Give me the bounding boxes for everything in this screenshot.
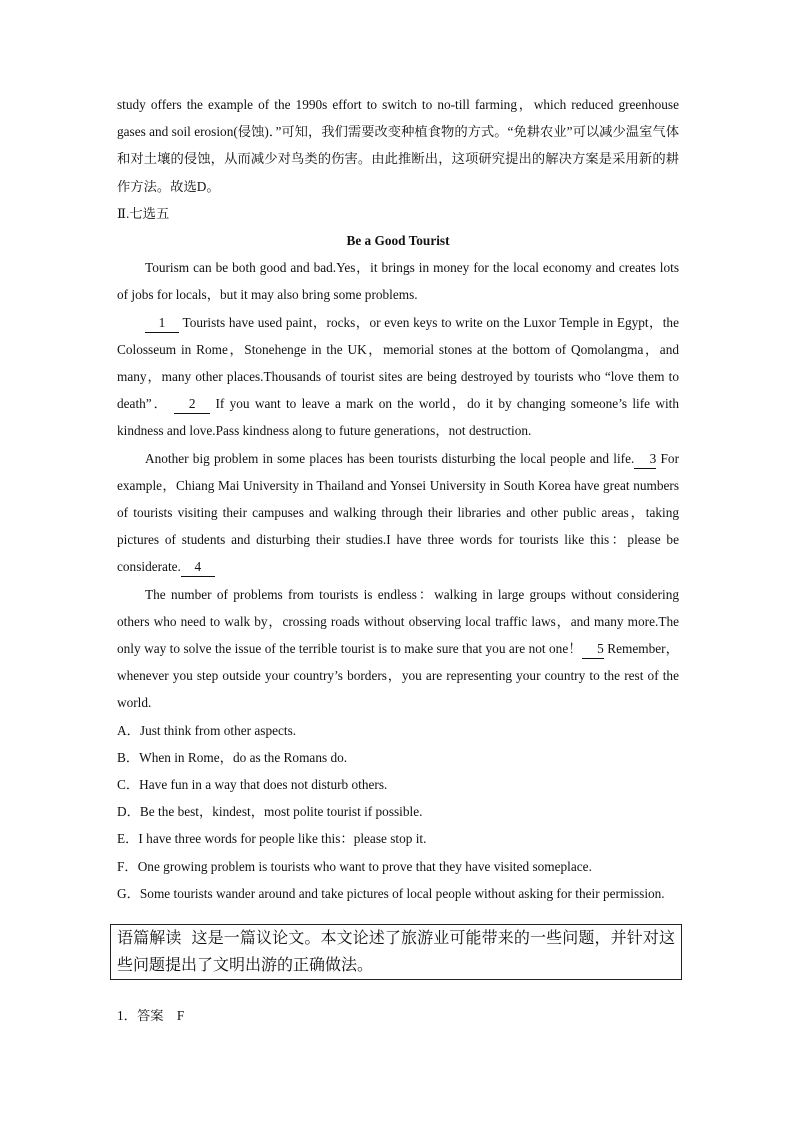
passage-paragraph-4: [117, 581, 679, 717]
blank-5: 5: [582, 640, 604, 659]
passage-paragraph-1: Tourism can be both good and bad.Yes，it brings in money for the local economy and creates lots of jobs for locals，but it may also bring some problems.: [117, 260, 679, 303]
blank-3: 3: [634, 450, 656, 469]
passage-paragraph-2: [117, 309, 679, 445]
option-e: E．I have three words for people like this：please stop it.: [117, 831, 427, 847]
document-content: [117, 91, 679, 907]
option-f: F．One growing problem is tourists who want to prove that they have visited someplace.: [117, 858, 592, 874]
paragraph-4-text-b: Remember，whenever you step outside your country’s borders，you are representing your country to the rest of the world.: [117, 641, 679, 711]
passage-paragraph-3: [117, 445, 679, 581]
blank-4: 4: [181, 558, 215, 577]
option-b: B．When in Rome，do as the Romans do.: [117, 749, 348, 765]
option-a: A．Just think from other aspects.: [117, 722, 297, 738]
analysis-box: [110, 924, 682, 980]
answer-line: 1．答案 F: [117, 1008, 185, 1023]
paragraph-3-text-a: Another big problem in some places has been tourists disturbing the local people and life.: [145, 450, 635, 466]
paragraph-2-text-a: Tourists have used paint，rocks，or even keys to write on the Luxor Temple in Egypt，the Colosseum in Rome，Stonehenge in the UK，memorial stones at the bottom of Qomolangma，and many，many other places.Thousands of tourist sites are being destroyed by tourists who “love them to death”．: [117, 314, 679, 412]
blank-2: 2: [174, 395, 210, 414]
section-heading: Ⅱ.七选五: [117, 205, 170, 221]
paragraph-2-text-b: If you want to leave a mark on the world，do it by changing someone’s life with kindness and love.Pass kindness along to future generations，not destruction.: [117, 396, 679, 439]
option-d: D．Be the best，kindest，most polite tourist if possible.: [117, 804, 423, 820]
blank-1: 1: [145, 314, 179, 333]
intro-paragraph: study offers the example of the 1990s effort to switch to no-till farming，which reduced greenhouse gases and soil erosion(侵蚀)．”可知，我们需要改变种植食物的方式。“免耕农业”可以减少温室气体和对土壤的侵蚀，从而减少对鸟类的伤害。由此推断出，这项研究提出的解决方案是采用新的耕作方法。故选D。: [117, 97, 679, 194]
paragraph-4-text-a: The number of problems from tourists is endless：walking in large groups without considering others who need to walk by，crossing roads without observing local traffic laws，and many more.The only way to solve the issue of the terrible tourist is to make sure that you are not one！: [117, 586, 679, 657]
option-c: C．Have fun in a way that does not disturb others.: [117, 777, 388, 793]
analysis-paragraph: [117, 925, 675, 979]
analysis-text: 这是一篇议论文。本文论述了旅游业可能带来的一些问题，并针对这些问题提出了文明出游的正确做法。: [117, 930, 675, 974]
analysis-label: 语篇解读: [117, 930, 182, 947]
option-g: G．Some tourists wander around and take pictures of local people without asking for their permission.: [117, 885, 665, 901]
paragraph-3-text-b: For example，Chiang Mai University in Thailand and Yonsei University in South Korea have great numbers of tourists visiting their campuses and walking through their libraries and other public areas，taking pictures of students and disturbing their studies.I have three words for tourists like this：please be considerate.: [117, 450, 680, 575]
passage-title: Be a Good Tourist: [346, 233, 450, 249]
